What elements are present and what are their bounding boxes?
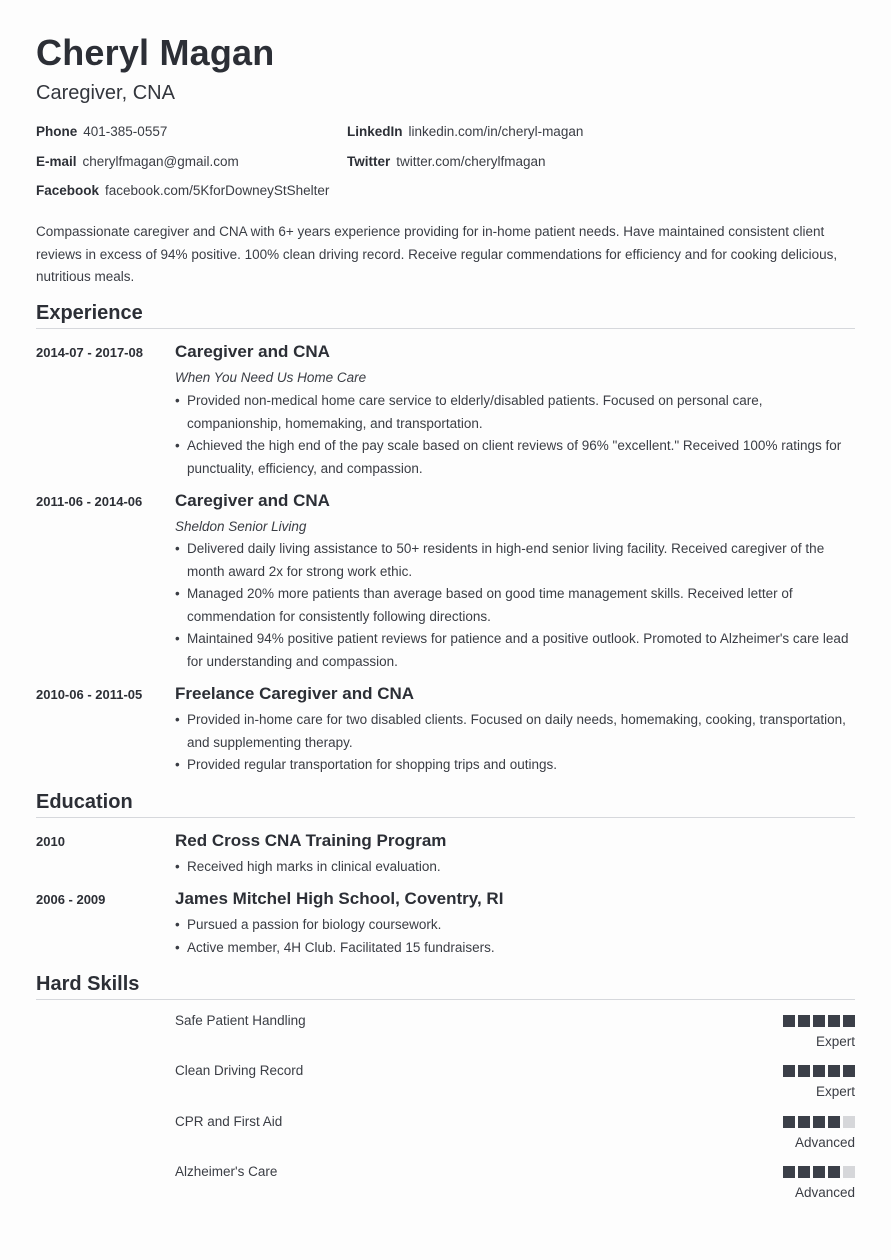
contact-value: linkedin.com/in/cheryl-magan [408, 124, 584, 139]
skill-name: Safe Patient Handling [175, 1013, 306, 1028]
list-item: • Active member, 4H Club. Facilitated 15 fundraisers. [175, 937, 855, 960]
list-item: • Pursued a passion for biology coursework. [175, 914, 855, 937]
contact-phone [36, 124, 167, 139]
rating-square-empty [843, 1166, 855, 1178]
rating-square-filled [813, 1116, 825, 1128]
education-bullets [175, 856, 855, 879]
list-item: • Maintained 94% positive patient reviews for patience and a positive outlook. Promoted to Alzheimer's care lead for understanding and compassion. [175, 628, 855, 673]
summary-paragraph: Compassionate caregiver and CNA with 6+ years experience providing for in-home patient needs. Have maintained consistent client reviews in excess of 94% positive. 100% clean driving record. Receive regular commendations for efficiency and for cooking delicious, nutritious meals. [36, 224, 838, 285]
contact-linkedin [347, 124, 583, 139]
rating-square-filled [813, 1065, 825, 1077]
rating-square-empty [843, 1116, 855, 1128]
skill-rating [783, 1065, 855, 1077]
list-item: • Managed 20% more patients than average based on good time management skills. Received letter of commendation for consistently following directions. [175, 583, 855, 628]
job-title: Freelance Caregiver and CNA [175, 684, 415, 703]
contact-twitter [347, 154, 546, 169]
contact-label: Twitter [347, 154, 391, 169]
rating-square-filled [798, 1166, 810, 1178]
rating-square-filled [828, 1015, 840, 1027]
list-item: • Provided in-home care for two disabled clients. Focused on daily needs, homemaking, cooking, transportation, and supplementing therapy. [175, 709, 855, 754]
candidate-role: Caregiver, CNA [36, 82, 175, 104]
skill-level: Expert [815, 1084, 855, 1099]
contact-label: E-mail [36, 154, 77, 169]
skill-rating [783, 1015, 855, 1027]
job-bullets [175, 538, 855, 674]
rating-square-filled [813, 1166, 825, 1178]
job-bullets [175, 709, 855, 777]
candidate-name: Cheryl Magan [36, 32, 275, 73]
education-bullets [175, 914, 855, 959]
skill-name: Clean Driving Record [175, 1063, 304, 1078]
section-divider [36, 999, 855, 1000]
rating-square-filled [783, 1015, 795, 1027]
job-dates: 2010-06 - 2011-05 [36, 687, 143, 702]
skill-level: Expert [815, 1034, 855, 1049]
rating-square-filled [843, 1065, 855, 1077]
contact-value: facebook.com/5KforDowneyStShelter [105, 183, 330, 198]
contact-label: Facebook [36, 183, 100, 198]
skill-rating [783, 1166, 855, 1178]
skill-rating [783, 1116, 855, 1128]
list-item: • Provided regular transportation for shopping trips and outings. [175, 754, 855, 777]
job-dates: 2014-07 - 2017-08 [36, 345, 143, 360]
list-item: • Provided non-medical home care service to elderly/disabled patients. Focused on personal care, companionship, homemaking, and transportation. [175, 390, 855, 435]
skill-name: Alzheimer's Care [175, 1164, 278, 1179]
job-dates: 2011-06 - 2014-06 [36, 494, 143, 509]
skill-level: Advanced [794, 1135, 855, 1150]
contact-label: LinkedIn [347, 124, 403, 139]
rating-square-filled [828, 1065, 840, 1077]
rating-square-filled [813, 1015, 825, 1027]
rating-square-filled [798, 1015, 810, 1027]
education-dates: 2010 [36, 834, 65, 849]
education-dates: 2006 - 2009 [36, 892, 106, 907]
rating-square-filled [783, 1116, 795, 1128]
experience-heading: Experience [36, 302, 143, 324]
job-title: Caregiver and CNA [175, 342, 330, 361]
contact-facebook [36, 183, 329, 198]
education-title: James Mitchel High School, Coventry, RI [175, 889, 504, 908]
contact-value: 401-385-0557 [83, 124, 168, 139]
rating-square-filled [798, 1116, 810, 1128]
rating-square-filled [828, 1166, 840, 1178]
education-heading: Education [36, 791, 133, 813]
skill-level: Advanced [794, 1185, 855, 1200]
contact-label: Phone [36, 124, 78, 139]
job-company: Sheldon Senior Living [175, 519, 307, 534]
contact-email [36, 154, 239, 169]
list-item: • Achieved the high end of the pay scale based on client reviews of 96% "excellent." Received 100% ratings for punctuality, efficiency, and compassion. [175, 435, 855, 480]
list-item: • Received high marks in clinical evaluation. [175, 856, 855, 879]
job-company: When You Need Us Home Care [175, 370, 367, 385]
job-title: Caregiver and CNA [175, 491, 330, 510]
job-bullets [175, 390, 855, 480]
contact-value: twitter.com/cherylfmagan [396, 154, 546, 169]
rating-square-filled [783, 1065, 795, 1077]
skill-name: CPR and First Aid [175, 1114, 283, 1129]
rating-square-filled [843, 1015, 855, 1027]
rating-square-filled [798, 1065, 810, 1077]
rating-square-filled [828, 1116, 840, 1128]
rating-square-filled [783, 1166, 795, 1178]
skills-heading: Hard Skills [36, 973, 140, 995]
contact-value: cherylfmagan@gmail.com [82, 154, 239, 169]
list-item: • Delivered daily living assistance to 50+ residents in high-end senior living facility. Received caregiver of the month award 2x for strong work ethic. [175, 538, 855, 583]
education-title: Red Cross CNA Training Program [175, 831, 447, 850]
section-divider [36, 328, 855, 329]
section-divider [36, 817, 855, 818]
